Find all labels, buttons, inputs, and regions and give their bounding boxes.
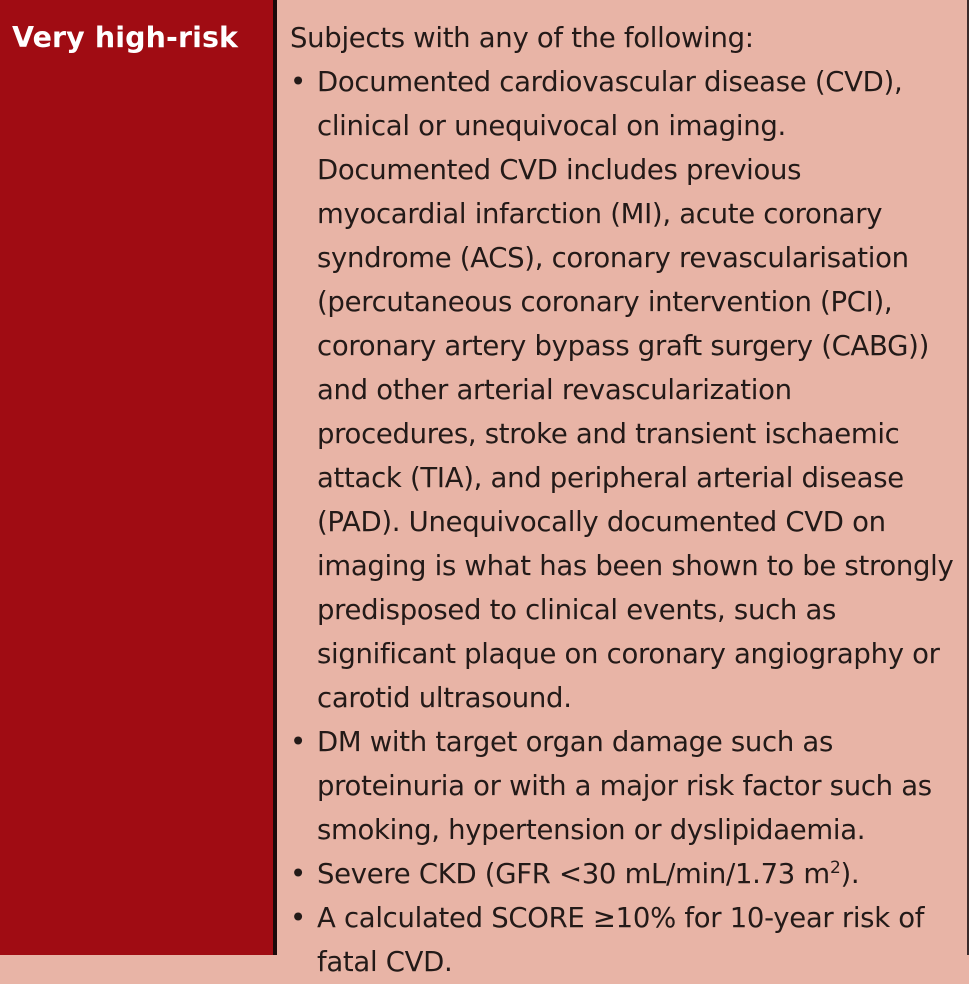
bullet-icon: • <box>290 726 306 758</box>
criteria-item-cvd <box>290 60 955 720</box>
risk-category-label: Very high-risk <box>12 21 239 54</box>
criteria-item-score <box>290 896 955 984</box>
criteria-item-ckd <box>290 852 955 896</box>
bullet-icon: • <box>290 66 306 98</box>
risk-category-cell <box>0 0 277 955</box>
bullet-icon: • <box>290 902 306 934</box>
criteria-list <box>290 60 955 984</box>
criteria-item-dm <box>290 720 955 852</box>
criteria-text-dm: DM with target organ damage such as proteinuria or with a major risk factor such as smoking, hypertension or dyslipidaemia. <box>317 726 932 846</box>
criteria-text-score: A calculated SCORE ≥10% for 10-year risk of fatal CVD. <box>317 902 925 978</box>
criteria-text-cvd: Documented cardiovascular disease (CVD), clinical or unequivocal on imaging. Documented CVD includes previous myocardial infarction (MI), acute coronary syndrome (ACS), coronary revascularisation (percutaneous coronary intervention (PCI), coronary artery bypass graft surgery (CABG)) and other arterial revascularization procedures, stroke and transient ischaemic attack (TIA), and peripheral arterial disease (PAD). Unequivocally documented CVD on imaging is what has been shown to be strongly predisposed to clinical events, such as significant plaque on coronary angiography or carotid ultrasound. <box>317 66 954 714</box>
criteria-intro: Subjects with any of the following: <box>290 22 754 54</box>
criteria-text-ckd-before: Severe CKD (GFR <30 mL/min/1.73 m <box>317 858 830 890</box>
criteria-text-ckd-superscript: 2 <box>829 858 841 878</box>
bullet-icon: • <box>290 858 306 890</box>
risk-criteria-cell <box>277 0 969 978</box>
criteria-text-ckd-after: ). <box>840 858 860 890</box>
